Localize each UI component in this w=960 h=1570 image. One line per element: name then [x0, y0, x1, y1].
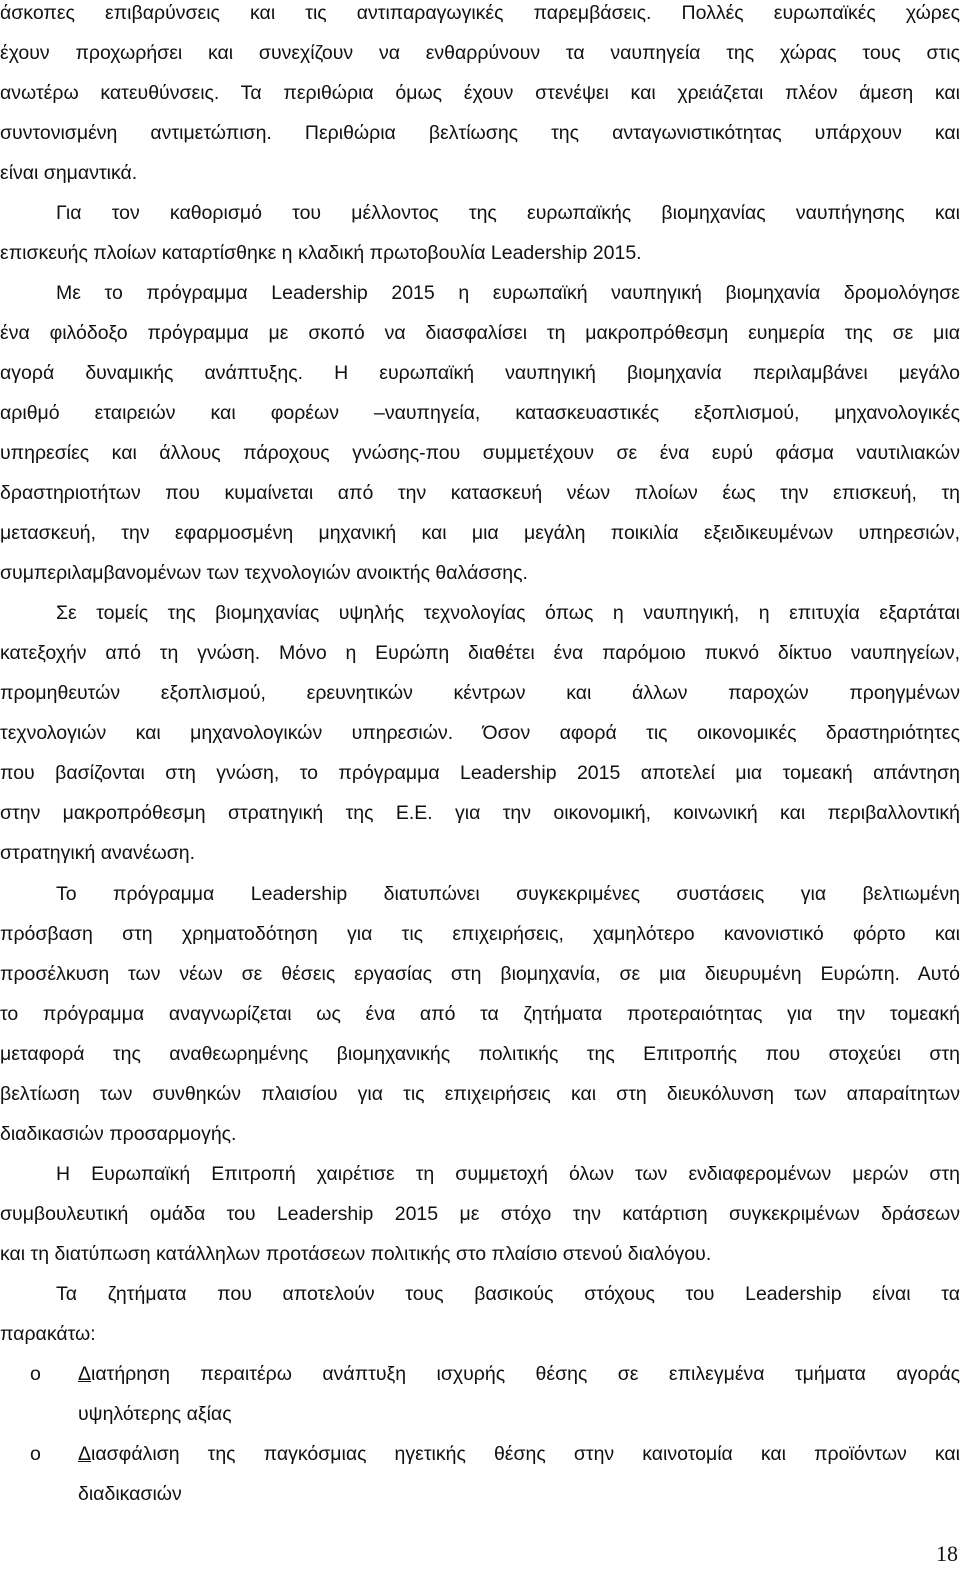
text-line: κατεξοχήν από τη γνώση. Μόνο η Ευρώπη διαθέτει ένα παρόμοιο πυκνό δίκτυο ναυπηγείων, [0, 642, 960, 664]
text-line: Με το πρόγραμμα Leadership 2015 η ευρωπαϊκή ναυπηγική βιομηχανία δρομολόγησε [56, 282, 960, 304]
text-line: Για τον καθορισμό του μέλλοντος της ευρωπαϊκής βιομηχανίας ναυπήγησης και [56, 202, 960, 224]
text-line: μετασκευή, την εφαρμοσμένη μηχανική και μια μεγάλη ποικιλία εξειδικευμένων υπηρεσιών, [0, 522, 960, 544]
bullet-item-line: υψηλότερης αξίας [78, 1403, 232, 1425]
bullet-item-line: διαδικασιών [78, 1483, 182, 1505]
text-line: προσέλκυση των νέων σε θέσεις εργασίας στη βιομηχανία, σε μια διευρυμένη Ευρώπη. Αυτό [0, 963, 960, 985]
text-line: Τα ζητήματα που αποτελούν τους βασικούς στόχους του Leadership είναι τα [56, 1283, 960, 1305]
text-line: μεταφορά της αναθεωρημένης βιομηχανικής πολιτικής της Επιτροπής που στοχεύει στη [0, 1043, 960, 1065]
text-line: άσκοπες επιβαρύνσεις και τις αντιπαραγωγικές παρεμβάσεις. Πολλές ευρωπαϊκές χώρες [0, 2, 960, 24]
text-line: και τη διατύπωση κατάλληλων προτάσεων πολιτικής στο πλαίσιο στενού διαλόγου. [0, 1243, 712, 1265]
text-line: συμπεριλαμβανομένων των τεχνολογιών ανοικτής θαλάσσης. [0, 562, 528, 584]
bullet-initial: Δ [78, 1443, 92, 1465]
bullet-item-line [78, 1356, 960, 1392]
bullet-initial: Δ [78, 1363, 92, 1385]
text-line: συντονισμένη αντιμετώπιση. Περιθώρια βελτίωσης της ανταγωνιστικότητας υπάρχουν και [0, 122, 960, 144]
text-line: Σε τομείς της βιομηχανίας υψηλής τεχνολογίας όπως η ναυπηγική, η επιτυχία εξαρτάται [56, 602, 960, 624]
text-line: το πρόγραμμα αναγνωρίζεται ως ένα από τα ζητήματα προτεραιότητας για την τομεακή [0, 1003, 960, 1025]
text-line: προμηθευτών εξοπλισμού, ερευνητικών κέντρων και άλλων παροχών προηγμένων [0, 682, 960, 704]
text-line: συμβουλευτική ομάδα του Leadership 2015 με στόχο την κατάρτιση συγκεκριμένων δράσεων [0, 1203, 960, 1225]
text-line: διαδικασιών προσαρμογής. [0, 1123, 237, 1145]
text-line: στρατηγική ανανέωση. [0, 842, 196, 864]
text-line: δραστηριοτήτων που κυμαίνεται από την κατασκευή νέων πλοίων έως την επισκευή, τη [0, 482, 960, 504]
text-line: στην μακροπρόθεσμη στρατηγική της Ε.Ε. για την οικονομική, κοινωνική και περιβαλλοντική [0, 802, 960, 824]
text-line: βελτίωση των συνθηκών πλαισίου για τις επιχειρήσεις και στη διευκόλυνση των απαραίτητων [0, 1083, 960, 1105]
bullet-text: ιατήρηση περαιτέρω ανάπτυξη ισχυρής θέσης σε επιλεγμένα τμήματα αγοράς [91, 1363, 960, 1385]
page-number: 18 [936, 1541, 958, 1566]
text-line: Η Ευρωπαϊκή Επιτροπή χαιρέτισε τη συμμετοχή όλων των ενδιαφερομένων μερών στη [56, 1163, 960, 1185]
text-line: πρόσβαση στη χρηματοδότηση για τις επιχειρήσεις, χαμηλότερο κανονιστικό φόρτο και [0, 923, 960, 945]
text-line: έχουν προχωρήσει και συνεχίζουν να ενθαρρύνουν τα ναυπηγεία της χώρας τους στις [0, 42, 960, 64]
text-line: τεχνολογιών και μηχανολογικών υπηρεσιών. Όσον αφορά τις οικονομικές δραστηριότητες [0, 722, 960, 744]
text-line: ανωτέρω κατευθύνσεις. Τα περιθώρια όμως έχουν στενέψει και χρειάζεται πλέον άμεση και [0, 82, 960, 104]
text-line: παρακάτω: [0, 1323, 96, 1345]
text-line: αριθμό εταιρειών και φορέων –ναυπηγεία, κατασκευαστικές εξοπλισμού, μηχανολογικές [0, 402, 960, 424]
bullet-marker: o [30, 1363, 41, 1385]
text-line: αγορά δυναμικής ανάπτυξης. Η ευρωπαϊκή ναυπηγική βιομηχανία περιλαμβάνει μεγάλο [0, 362, 960, 384]
bullet-text: ιασφάλιση της παγκόσμιας ηγετικής θέσης στην καινοτομία και προϊόντων και [91, 1443, 960, 1465]
text-line: υπηρεσίες και άλλους πάροχους γνώσης-που συμμετέχουν σε ένα ευρύ φάσμα ναυτιλιακών [0, 442, 960, 464]
text-line: Το πρόγραμμα Leadership διατυπώνει συγκεκριμένες συστάσεις για βελτιωμένη [56, 883, 960, 905]
text-line: είναι σημαντικά. [0, 162, 138, 184]
text-line: που βασίζονται στη γνώση, το πρόγραμμα Leadership 2015 αποτελεί μια τομεακή απάντηση [0, 762, 960, 784]
text-line: επισκευής πλοίων καταρτίσθηκε η κλαδική πρωτοβουλία Leadership 2015. [0, 242, 642, 264]
bullet-item-line [78, 1436, 960, 1472]
bullet-marker: o [30, 1443, 41, 1465]
text-line: ένα φιλόδοξο πρόγραμμα με σκοπό να διασφαλίσει τη μακροπρόθεσμη ευημερία της σε μια [0, 322, 960, 344]
